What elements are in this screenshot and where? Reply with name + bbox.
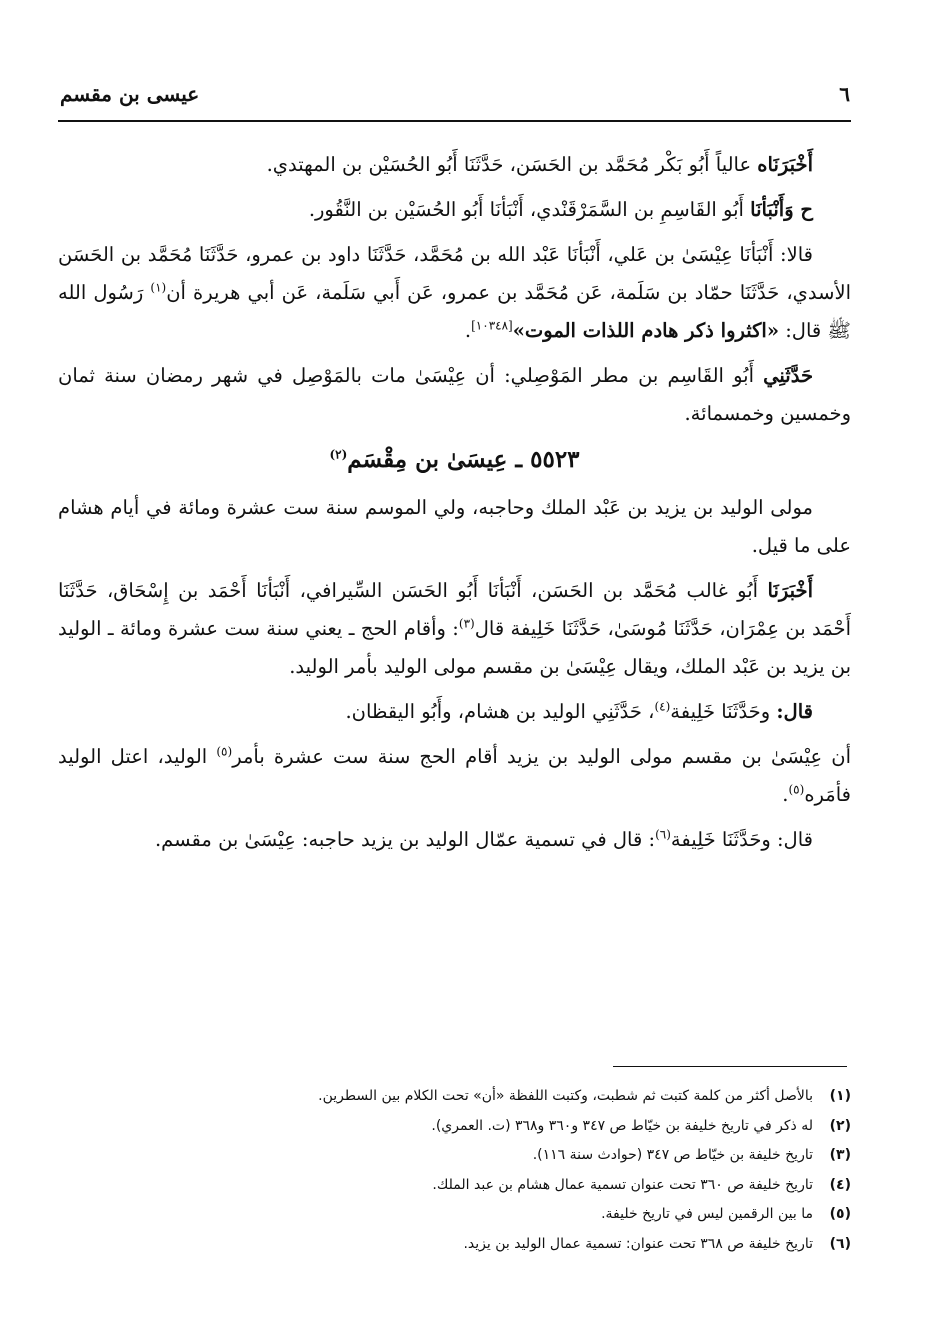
footnote-ref: (٦)	[655, 827, 671, 842]
footnote-item	[58, 1200, 851, 1230]
paragraph-text: أَبُو القَاسِمِ بن السَّمَرْقَنْدي، أَنْبَأنَا أَبُو الحُسَيْن بن النَّقُور.	[308, 198, 751, 221]
paragraph-text: قال: وحَدَّثَنَا خَلِيفة	[670, 828, 813, 851]
footnote-text: بالأصل أكثر من كلمة كتبت ثم شطبت، وكتبت اللفظة «أن» تحت الكلام بين السطرين.	[318, 1088, 813, 1104]
footnote-item	[58, 1230, 851, 1260]
paragraph-text: .	[782, 783, 789, 806]
footnote-text: ما بين الرقمين ليس في تاريخ خليفة.	[601, 1206, 813, 1222]
paragraph-9	[58, 821, 851, 859]
paragraph-2	[58, 191, 851, 229]
paragraph-text: مولى الوليد بن يزيد بن عَبْد الملك وحاجبه، ولي الموسم سنة ست عشرة ومائة في أيام هشام على ما قيل.	[58, 496, 851, 557]
paragraph-text: الوليد، اعتل الوليد فأمَره	[58, 745, 851, 806]
paragraph-text: أن عِيْسَىٰ بن مقسم مولى الوليد بن يزيد أقام الحج سنة ست عشرة بأمر	[232, 745, 851, 768]
footnote-number: (٤)	[829, 1176, 851, 1193]
paragraph-text: وحَدَّثَنَا خَلِيفة	[670, 700, 777, 723]
running-title: عيسى بن مقسم	[60, 82, 200, 106]
footnote-ref: (٤)	[654, 699, 671, 714]
footnote-ref: (١)	[150, 280, 167, 295]
footnotes	[58, 1082, 851, 1259]
footnote-separator	[613, 1066, 847, 1067]
paragraph-text: قالا: أَنْبَأنَا عِيْسَىٰ بن عَلي، أَنْبَأنَا عَبْد الله بن مُحَمَّد، حَدَّثَنَا داود بن عمرو، حَدَّثَنَا مُحَمَّد بن الحَسَن الأسدي، حَدَّثَنَا حمّاد بن سَلَمة، عَن مُحَمَّد بن عمرو، عَن أَبي سَلَمة، عَن أبي هريرة أن	[58, 243, 851, 304]
footnote-number: (٦)	[829, 1235, 851, 1252]
paragraph-4	[58, 357, 851, 433]
paragraph-text: رَسُول الله ﷺ قال:	[58, 281, 851, 342]
paragraph-text: ، حَدَّثَنِي الوليد بن هشام، وأَبُو اليقظان.	[345, 700, 655, 723]
footnote-ref: (٢)	[329, 447, 348, 462]
paragraph-6	[58, 572, 851, 686]
main-text	[58, 146, 851, 866]
paragraph-5	[58, 489, 851, 565]
page-header	[60, 82, 850, 110]
footnote-number: (٢)	[829, 1117, 851, 1134]
entry-title: ٥٥٢٣ ـ عِيسَىٰ بن مِقْسَم	[347, 446, 580, 473]
chain-lead: أَخْبَرَنَا	[767, 579, 813, 602]
footnote-item	[58, 1112, 851, 1142]
paragraph-text: .	[464, 319, 472, 342]
paragraph-text: أَبُو غالب مُحَمَّد بن الحَسَن، أَنْبَأنَا أَبُو الحَسَن السِّيرافي، أَنْبَأنَا أَحْمَد بن إِسْحَاق، حَدَّثَنَا أَحْمَد بن عِمْرَان، حَدَّثَنَا مُوسَىٰ، حَدَّثَنَا خَلِيفة قال	[58, 579, 851, 640]
hadith-quote: «اكثروا ذكر هادم اللذات الموت»	[512, 319, 780, 342]
paragraph-text: عالياً أَبُو بَكْر مُحَمَّد بن الحَسَن، حَدَّثَنَا أَبُو الحُسَيْن بن المهتدي.	[266, 153, 758, 176]
footnote-number: (١)	[829, 1088, 851, 1104]
footnote-item	[58, 1141, 851, 1171]
footnote-number: (٣)	[829, 1147, 851, 1163]
entry-heading	[58, 441, 851, 479]
footnote-item	[58, 1171, 851, 1201]
page-number: ٦	[839, 82, 850, 106]
paragraph-text: : وأقام الحج ـ يعني سنة ست عشرة ومائة ـ الوليد بن يزيد بن عَبْد الملك، ويقال عِيْسَىٰ بن مقسم مولى الوليد بأمر الوليد.	[58, 617, 851, 678]
footnote-number: (٥)	[829, 1206, 851, 1222]
chain-lead: ح وَأَنْبَأنَا	[750, 198, 813, 221]
chain-lead: قال:	[776, 700, 813, 723]
footnote-ref: (٥)	[788, 782, 805, 797]
paragraph-3	[58, 236, 851, 350]
paragraph-8	[58, 738, 851, 814]
footnote-text: له ذكر في تاريخ خليفة بن خيّاط ص ٣٤٧ و٣٦٠ و٣٦٨ (ت. العمري).	[431, 1117, 813, 1134]
footnote-text: تاريخ خليفة بن خيّاط ص ٣٤٧ (حوادث سنة ١١٦).	[532, 1147, 813, 1163]
footnote-ref: (٥)	[216, 744, 233, 759]
chain-lead: حَدَّثَنِي	[763, 364, 813, 387]
footnote-item	[58, 1082, 851, 1112]
header-rule	[58, 120, 851, 122]
paragraph-text: أَبُو القَاسِم بن مطر المَوْصِلي: أن عِيْسَىٰ مات بالمَوْصِل في شهر رمضان سنة ثمان وخمسين وخمسمائة.	[58, 364, 851, 425]
paragraph-7	[58, 693, 851, 731]
footnote-ref: (٣)	[458, 616, 475, 631]
paragraph-text: : قال في تسمية عمّال الوليد بن يزيد حاجبه: عِيْسَىٰ بن مقسم.	[154, 828, 656, 851]
footnote-text: تاريخ خليفة ص ٣٦٨ تحت عنوان: تسمية عمال الوليد بن يزيد.	[463, 1235, 813, 1252]
footnote-text: تاريخ خليفة ص ٣٦٠ تحت عنوان تسمية عمال هشام بن عبد الملك.	[432, 1176, 813, 1193]
paragraph-1	[58, 146, 851, 184]
hadith-number: [١٠٣٤٨]	[471, 318, 513, 333]
chain-lead: أَخْبَرَنَاه	[757, 153, 813, 176]
